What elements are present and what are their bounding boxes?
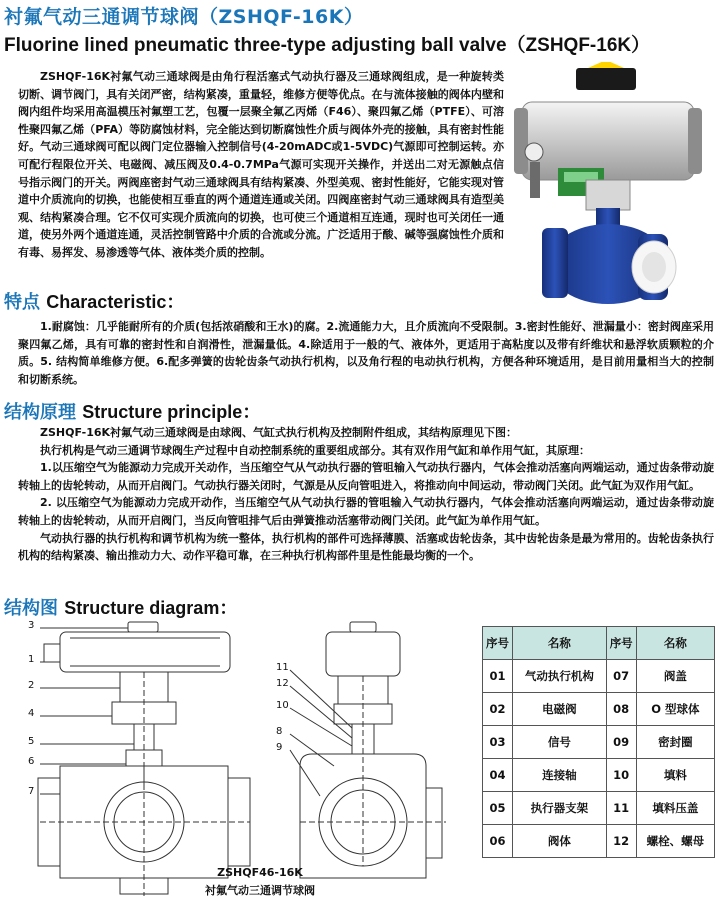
header-no-1: 序号 [483, 627, 513, 660]
structure-principle-text [18, 424, 714, 565]
principle-para-5: 气动执行器的执行机构和调节机构为统一整体，执行机构的部件可选择薄膜、活塞或齿轮齿条，其中齿轮齿条是最为常用的。齿轮齿条执行机构的结构紧凑、输出推动力大、动作平稳可靠，在三种执行机构部件里是性能最均衡的一个。 [18, 531, 714, 563]
parts-table-header [483, 627, 715, 660]
header-name-1: 名称 [513, 627, 607, 660]
parts-table [482, 626, 715, 858]
actuator-end-cap-right [688, 108, 702, 174]
principle-para-1: ZSHQF-16K衬氟气动三通球阀是由球阀、气缸式执行机构及控制附件组成，其结构原理见下图： [40, 426, 518, 439]
characteristic-title: 特点 Characteristic： [4, 292, 185, 313]
table-row: 06 阀体 12 螺栓、螺母 [483, 825, 715, 858]
callout-right-1: 11 [276, 662, 289, 673]
actuator-bracket [586, 180, 630, 210]
callout-left-5: 5 [28, 736, 35, 747]
position-indicator [588, 62, 624, 68]
characteristic-text: 1.耐腐蚀：几乎能耐所有的介质(包括浓硝酸和王水)的腐。2.流通能力大，且介质流向不受限制。3.密封性能好、泄漏量小：密封阀座采用聚四氟乙烯，具有可靠的密封性和自润滑性，泄漏量低。4.除适用于一般的气、液体外，更适用于高粘度以及带有纤维状和悬浮软质颗粒的介质。5. 结构简单维修方便。6.配多弹簧的齿轮齿条气动执行机构，以及角行程的电动执行机构，方便各种环境适用，是目前用量相当大的控制和切断系统。 [18, 320, 714, 386]
table-row: 04 连接轴 10 填料 [483, 759, 715, 792]
table-row: 03 信号 09 密封圈 [483, 726, 715, 759]
valve-photo [504, 62, 714, 310]
callout-left-3: 2 [28, 680, 35, 691]
header-no-2: 序号 [606, 627, 636, 660]
drawing-left-view [38, 622, 250, 896]
callout-right-5: 9 [276, 742, 283, 753]
structure-principle-title: 结构原理 Structure principle： [4, 402, 261, 423]
callout-left-4: 4 [28, 708, 35, 719]
limit-switch-box [576, 68, 636, 90]
callout-left-2: 1 [28, 654, 35, 665]
intro-paragraph: ZSHQF-16K衬氟气动三通球阀是由角行程活塞式气动执行器及三通球阀组成，是一种旋转类切断、调节阀门，具有关闭严密，结构紧凑，重量轻，维修方便等优点。在与流体接触的阀体内壁和阀内组件均采用高温模压衬氟塑工艺，包覆一层聚全氟乙丙烯（F46）、聚四氟乙烯（PTFE）、可溶性聚四氟乙烯（PFA）等防腐蚀材料，完全能达到切断腐蚀性介质与阀体外壳的接触，具有密封性能好。气动三通球阀可配以阀门定位器输入控制信号(4-20mADC或1-5VDC)气源即可控制运转。亦可配行程限位开关、电磁阀、减压阀及0.4-0.7MPa气源可实现开关操作，并送出二对无源触点信号指示阀门的开关。两阀座密封气动三通球阀具有结构紧凑、外型美观、密封性能好，它能实现对管道中介质流向的切换，也能使相互垂直的两个通道连通或关闭。四阀座密封气动三通球阀具有造型美观、结构紧凑合理。它不仅可实现介质流向的切换，也可使三个通道相互连通，现时也可关闭任一通道，使另外两个通道连通，灵活控制管路中介质的合流或分流。广泛适用于酸、碱等强腐蚀性介质和有毒、易挥发、易渗透等气体、液体类介质的控制。 [18, 70, 504, 259]
structure-diagram-title: 结构图 Structure diagram： [4, 598, 238, 619]
principle-para-2: 执行机构是气动三通调节球阀生产过程中自动控制系统的重要组成部分。其有双作用气缸和单作用气缸，其原理： [40, 443, 590, 457]
actuator-end-cap-left [514, 108, 528, 174]
callout-right-4: 8 [276, 726, 283, 737]
table-row: 05 执行器支架 11 填料压盖 [483, 792, 715, 825]
title-cn: 衬氟气动三通调节球阀（ZSHQF-16K） [4, 6, 364, 28]
callout-right-2: 12 [276, 678, 289, 689]
diagram-caption-name: 衬氟气动三通调节球阀 [205, 884, 315, 897]
flange-left [542, 228, 568, 298]
actuator-body [522, 102, 694, 180]
drawing-right-view [290, 622, 446, 878]
title-en: Fluorine lined pneumatic three-type adjusting ball valve（ZSHQF-16K） [4, 35, 651, 56]
header-name-2: 名称 [636, 627, 714, 660]
callout-left-7: 7 [28, 786, 35, 797]
principle-para-3: 1.以压缩空气为能源动力完成开关动作，当压缩空气从气动执行器的管咀输入气动执行器内，气体会推动活塞向两端运动，通过齿条带动旋转轴上的齿轮转动，从而开启阀门。气动执行器关闭时，气源是从反向管咀进入，将推动向中间运动，带动阀门关闭。此气缸为双作用气缸。 [18, 461, 714, 492]
pressure-gauge [525, 143, 543, 161]
callout-left-6: 6 [28, 756, 35, 767]
diagram-caption-model: ZSHQF46-16K [217, 866, 303, 879]
table-row: 01 气动执行机构 07 阀盖 [483, 660, 715, 693]
table-row: 02 电磁阀 08 O 型球体 [483, 693, 715, 726]
callout-right-3: 10 [276, 700, 289, 711]
filter-regulator [530, 162, 540, 198]
principle-para-4: 2. 以压缩空气为能源动力完成开动作，当压缩空气从气动执行器的管咀输入气动执行器内，气体会推动活塞向两端运动，通过齿条带动旋转轴上的齿轮转动，从而开启阀门，当反向管咀排气后由弹簧推动活塞带动阀门关闭。此气缸为单作用气缸。 [18, 496, 714, 527]
callout-left-1: 3 [28, 620, 35, 631]
